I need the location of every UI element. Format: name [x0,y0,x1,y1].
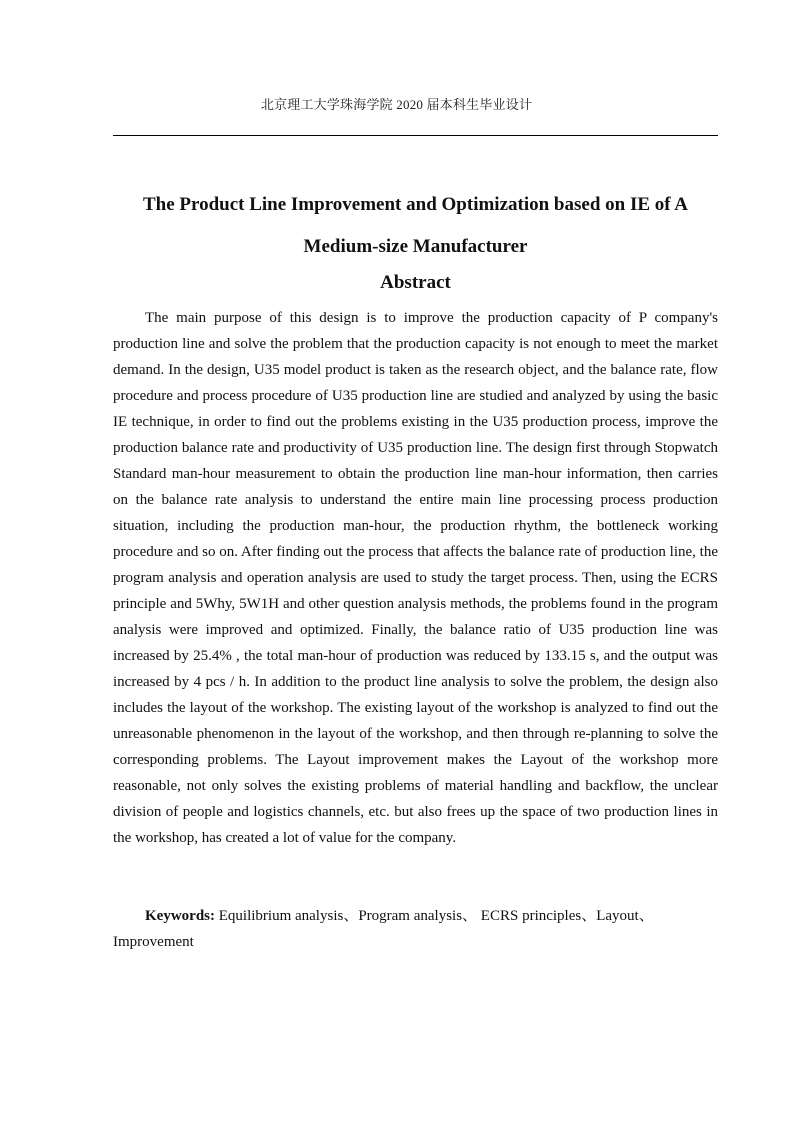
abstract-body: The main purpose of this design is to improve the production capacity of P company's production line and solve the problem that the production capacity is not enough to meet the market demand. In the design, U35 model product is taken as the research object, and the balance rate, flow procedure and process procedure of U35 production line are studied and analyzed by using the basic IE technique, in order to find out the problems existing in the U35 production process, improve the production balance rate and productivity of U35 production line. The design first through Stopwatch Standard man-hour measurement to obtain the production line man-hour information, then carries on the balance rate analysis to understand the entire main line processing process production situation, including the production man-hour, the production rhythm, the bottleneck working procedure and so on. After finding out the process that affects the balance rate of production line, the program analysis and operation analysis are used to study the target process. Then, using the ECRS principle and 5Why, 5W1H and other question analysis methods, the problems found in the program analysis were improved and optimized. Finally, the balance ratio of U35 production line was increased by 25.4% , the total man-hour of production was reduced by 133.15 s, and the output was increased by 4 pcs / h. In addition to the product line analysis to solve the problem, the design also includes the layout of the workshop. The existing layout of the workshop is analyzed to find out the unreasonable phenomenon in the layout of the workshop, and then through re-planning to solve the corresponding problems. The Layout improvement makes the Layout of the workshop more reasonable, not only solves the existing problems of material handling and backflow, the unclear division of people and logistics channels, etc. but also frees up the space of two production lines in the workshop, has created a lot of value for the company. [113,310,718,846]
title-line-2: Medium-size Manufacturer [303,236,528,257]
keywords-items: Equilibrium analysis、Program analysis、 ECRS principles、Layout、Improvement [113,908,654,950]
page-header: 北京理工大学珠海学院 2020 届本科生毕业设计 [260,97,533,112]
keywords-label: Keywords: [145,908,215,924]
header-divider [113,135,718,136]
keywords-line [113,903,718,955]
document-title [113,184,718,268]
abstract-heading: Abstract [380,272,451,293]
title-line-1: The Product Line Improvement and Optimization based on IE of A [142,194,689,215]
